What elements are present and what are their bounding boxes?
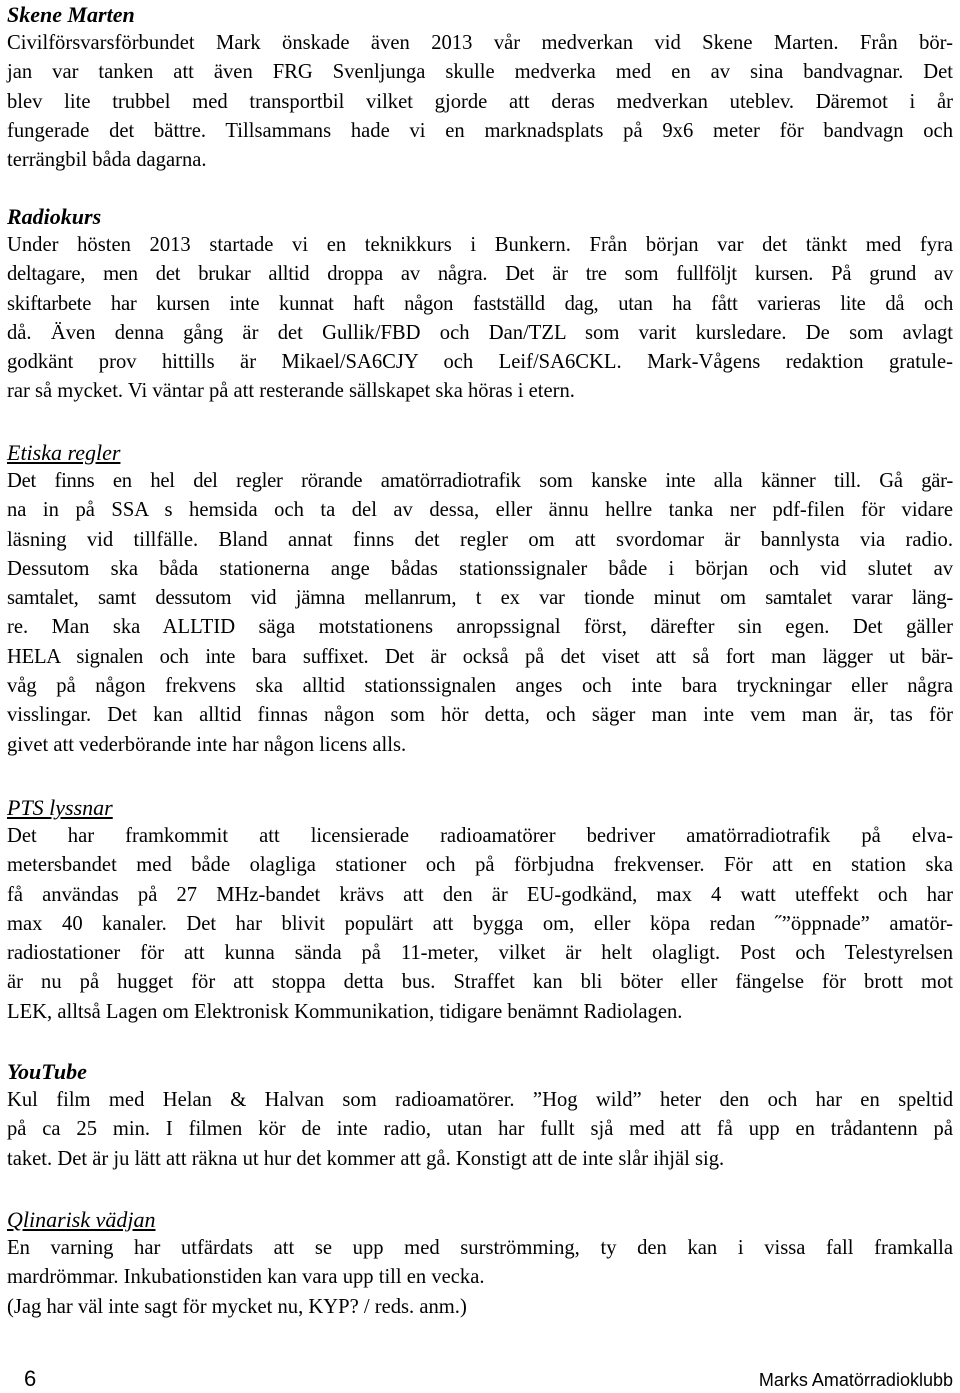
- section-heading: YouTube: [7, 1059, 87, 1084]
- paragraph-line: Civilförsvarsförbundet Mark önskade även 2013 vår medverkan vid Skene Marten. Från bör-: [7, 32, 953, 54]
- paragraph-line: max 40 kanaler. Det har blivit populärt att bygga om, eller köpa redan ˝”öppnade” amatör-: [7, 912, 953, 935]
- paragraph-line: LEK, alltså Lagen om Elektronisk Kommunikation, tidigare benämnt Radiolagen.: [7, 1000, 683, 1023]
- paragraph-line: rar så mycket. Vi väntar på att resterande sällskapet ska höras i etern.: [7, 380, 575, 403]
- paragraph-line: visslingar. Det kan alltid finnas någon som hör detta, och säger man inte vem man är, tas för: [7, 704, 953, 727]
- paragraph-line: radiostationer för att kunna sända på 11-meter, vilket är helt olagligt. Post och Telestyrelsen: [7, 942, 953, 965]
- paragraph-line: re. Man ska ALLTID säga motstationens anropssignal först, därefter sin egen. Det gäller: [7, 616, 953, 639]
- section-radiokurs: [7, 202, 953, 407]
- paragraph-line: (Jag har väl inte sagt för mycket nu, KYP? / reds. anm.): [7, 1295, 467, 1318]
- paragraph-line: jan var tanken att även FRG Svenljunga skulle medverka med en av sina bandvagnar. Det: [7, 61, 953, 84]
- paragraph-line: godkänt prov hittills är Mikael/SA6CJY och Leif/SA6CKL. Mark-Vågens redaktion gratule-: [7, 351, 953, 374]
- paragraph-line: deltagare, men det brukar alltid droppa av några. Det är tre som fullföljt kursen. På grund av: [7, 263, 953, 286]
- paragraph-line: skiftarbete har kursen inte kunnat haft någon fastställd dag, utan ha fått varieras lite då och: [7, 292, 953, 315]
- paragraph-line: mardrömmar. Inkubationstiden kan vara upp till en vecka.: [7, 1266, 485, 1289]
- paragraph-line: Kul film med Helan & Halvan som radioamatörer. ”Hog wild” heter den och har en speltid: [7, 1089, 953, 1111]
- paragraph-line: HELA signalen och inte bara suffixet. Det är också på det viset att så fort man lägger ut bär-: [7, 645, 953, 668]
- page-footer: [7, 1365, 953, 1393]
- paragraph-line: på ca 25 min. I filmen kör de inte radio, utan har fullt sjå med att få upp en trådantenn på: [7, 1118, 953, 1141]
- section-youtube: [7, 1057, 953, 1174]
- paragraph-line: Dessutom ska båda stationerna ange bådas stationssignaler både i början och vid slutet av: [7, 557, 953, 580]
- paragraph-line: Det har framkommit att licensierade radioamatörer bedriver amatörradiotrafik på elva-: [7, 825, 953, 847]
- section-heading: Etiska regler: [7, 440, 121, 465]
- section-etiska-regler: [7, 438, 953, 760]
- footer-organization: Marks Amatörradioklubb: [758, 1370, 953, 1390]
- section-heading: PTS lyssnar: [7, 795, 113, 820]
- section-heading: Radiokurs: [7, 204, 102, 229]
- paragraph-line: metersbandet med både olagliga stationer och på förbjudna frekvenser. För att en station ska: [7, 854, 953, 877]
- paragraph-line: Under hösten 2013 startade vi en teknikkurs i Bunkern. Från början var det tänkt med fyra: [7, 234, 953, 256]
- paragraph-line: na in på SSA s hemsida och ta del av dessa, eller ännu hellre tanka ner pdf-filen för vidare: [7, 499, 953, 522]
- paragraph-line: En varning har utfärdats att se upp med surströmming, ty den kan i vissa fall framkalla: [7, 1237, 953, 1259]
- paragraph-line: Det finns en hel del regler rörande amatörradiotrafik som kanske inte alla känner till. Gå gär-: [7, 470, 953, 492]
- page-number: 6: [24, 1366, 37, 1391]
- paragraph-line: få användas på 27 MHz-bandet krävs att den är EU-godkänd, max 4 watt uteffekt och har: [7, 883, 953, 906]
- section-pts-lyssnar: [7, 793, 953, 1027]
- section-skene-marten: [7, 0, 953, 175]
- section-heading: Qlinarisk vädjan: [7, 1207, 156, 1232]
- section-heading: Skene Marten: [7, 2, 135, 27]
- paragraph-line: då. Även denna gång är det Gullik/FBD och Dan/TZL som varit kursledare. De som avlagt: [7, 321, 953, 344]
- paragraph-line: är nu på hugget för att stoppa detta bus. Straffet kan bli böter eller fängelse för brott mot: [7, 971, 953, 994]
- paragraph-line: våg på någon frekvens ska alltid stationssignalen anges och inte bara tryckningar eller några: [7, 675, 953, 698]
- paragraph-line: fungerade det bättre. Tillsammans hade vi en marknadsplats på 9x6 meter för bandvagn och: [7, 119, 953, 142]
- paragraph-line: samtalet, samt dessutom vid jämna mellanrum, t ex var tionde minut om samtalet varar läng-: [7, 587, 953, 610]
- paragraph-line: givet att vederbörande inte har någon licens alls.: [7, 733, 407, 756]
- section-qlinarisk-vadjan: [7, 1205, 953, 1322]
- document-page: [7, 0, 953, 1393]
- paragraph-line: läsning vid tillfälle. Bland annat finns det regler om att svordomar är bannlysta via radio.: [7, 528, 953, 551]
- paragraph-line: terrängbil båda dagarna.: [7, 149, 207, 172]
- paragraph-line: blev lite trubbel med transportbil vilket gjorde att deras medverkan uteblev. Däremot i år: [7, 90, 953, 113]
- paragraph-line: taket. Det är ju lätt att räkna ut hur det kommer att gå. Konstigt att de inte slår ihjäl sig.: [7, 1147, 725, 1170]
